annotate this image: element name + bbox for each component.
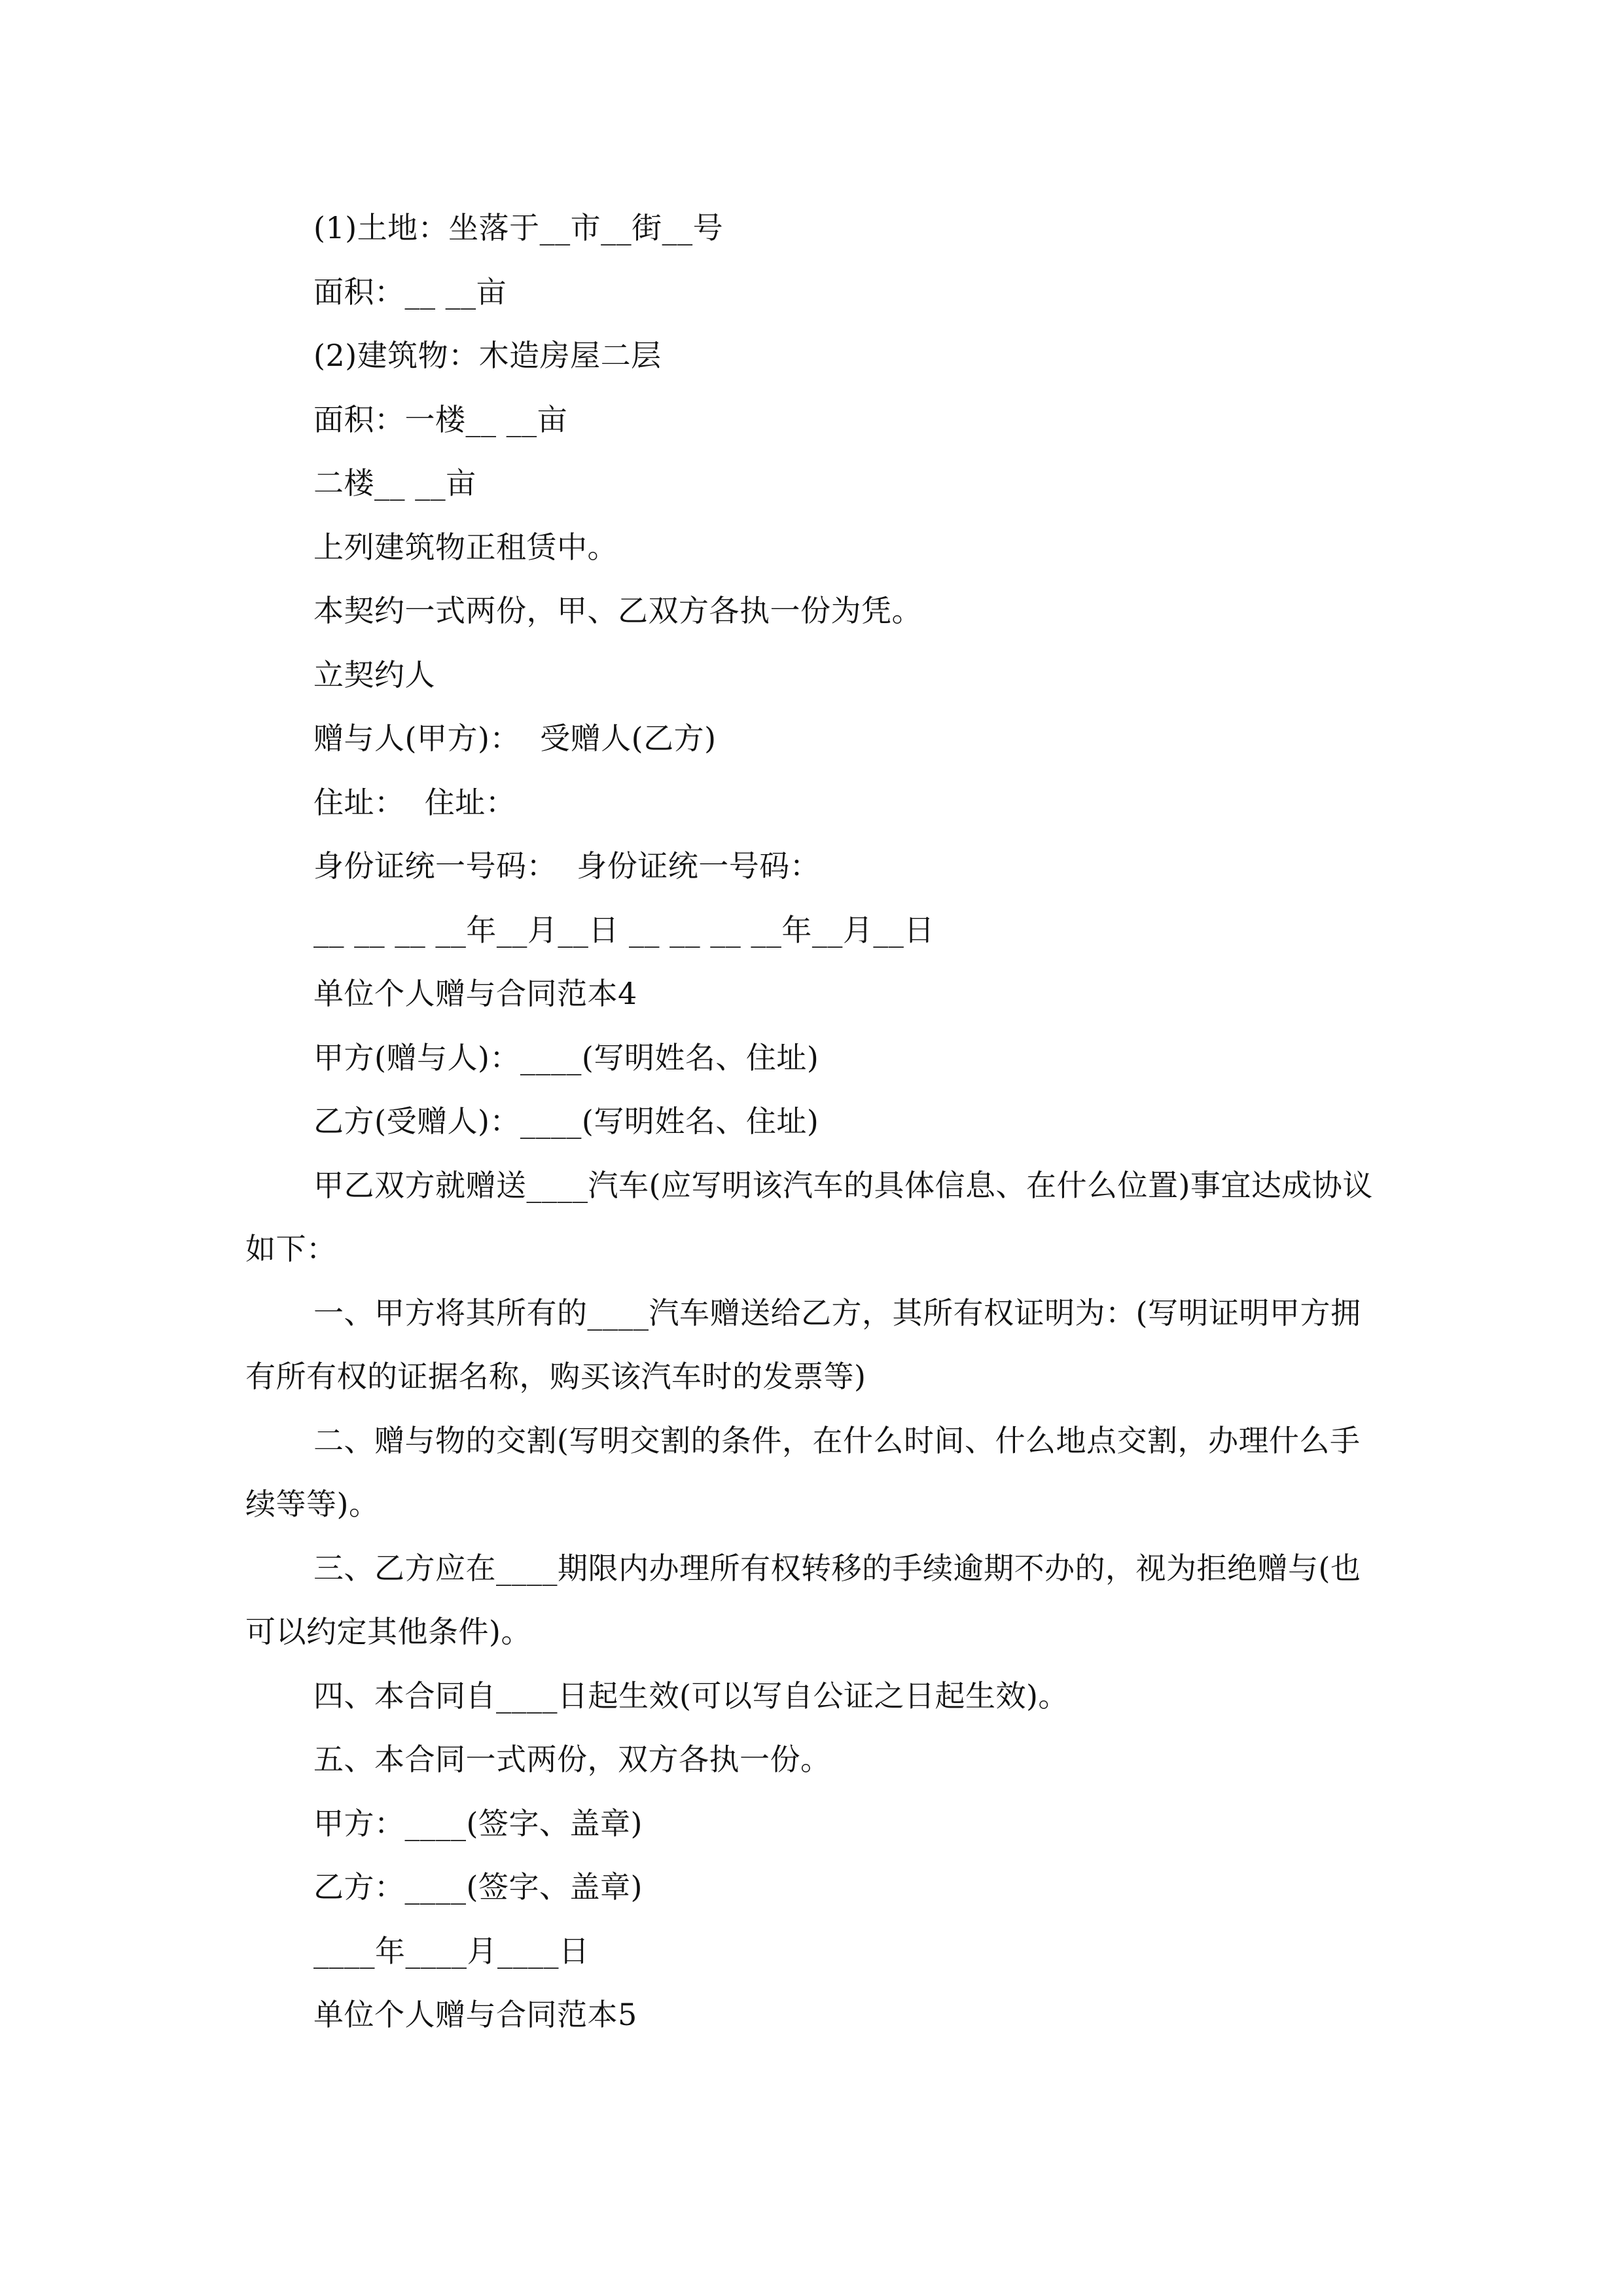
paragraph-party-b: 乙方(受赠人)：____(写明姓名、住址) [313,1103,819,1139]
document-body [245,196,1381,2047]
paragraph-clause-1: 一、甲方将其所有的____汽车赠送给乙方，其所有权证明为：(写明证明甲方拥有所有权的证据名称，购买该汽车时的发票等) [245,1295,1361,1394]
section-heading-sample-4: 单位个人赠与合同范本4 [313,976,637,1011]
paragraph-land-location: (1)土地：坐落于__市__街__号 [313,210,724,245]
paragraph-signing-date: ____年____月____日 [313,1933,590,1969]
paragraph-agreement-intro: 甲乙双方就赠送____汽车(应写明该汽车的具体信息、在什么位置)事宜达成协议如下： [245,1167,1373,1266]
paragraph-donor-recipient: 赠与人(甲方)： 受赠人(乙方) [313,721,717,756]
paragraph-party-a-signature: 甲方：____(签字、盖章) [313,1805,643,1841]
paragraph-party-a: 甲方(赠与人)：____(写明姓名、住址) [313,1039,819,1075]
paragraph-dates: __ __ __ __年__月__日 __ __ __ __年__月__日 [313,912,935,948]
paragraph-addresses: 住址： 住址： [313,784,516,820]
section-heading-sample-5: 单位个人赠与合同范本5 [313,1997,637,2032]
paragraph-building: (2)建筑物：木造房屋二层 [313,338,662,373]
paragraph-copies: 本契约一式两份，甲、乙双方各执一份为凭。 [313,593,922,628]
paragraph-floor1-area: 面积：一楼__ __亩 [313,401,568,437]
paragraph-clause-4: 四、本合同自____日起生效(可以写自公证之日起生效)。 [313,1677,1069,1713]
paragraph-id-numbers: 身份证统一号码： 身份证统一号码： [313,848,821,884]
paragraph-clause-3: 三、乙方应在____期限内办理所有权转移的手续逾期不办的，视为拒绝赠与(也可以约定其他条件)。 [245,1550,1361,1649]
paragraph-clause-5: 五、本合同一式两份，双方各执一份。 [313,1742,831,1777]
paragraph-clause-2: 二、赠与物的交割(写明交割的条件，在什么时间、什么地点交割，办理什么手续等等)。 [245,1422,1361,1522]
paragraph-land-area: 面积：__ __亩 [313,274,507,310]
paragraph-party-b-signature: 乙方：____(签字、盖章) [313,1869,643,1905]
paragraph-floor2-area: 二楼__ __亩 [313,465,476,501]
paragraph-signatories: 立契约人 [313,656,435,692]
paragraph-rental-note: 上列建筑物正租赁中。 [313,529,618,565]
